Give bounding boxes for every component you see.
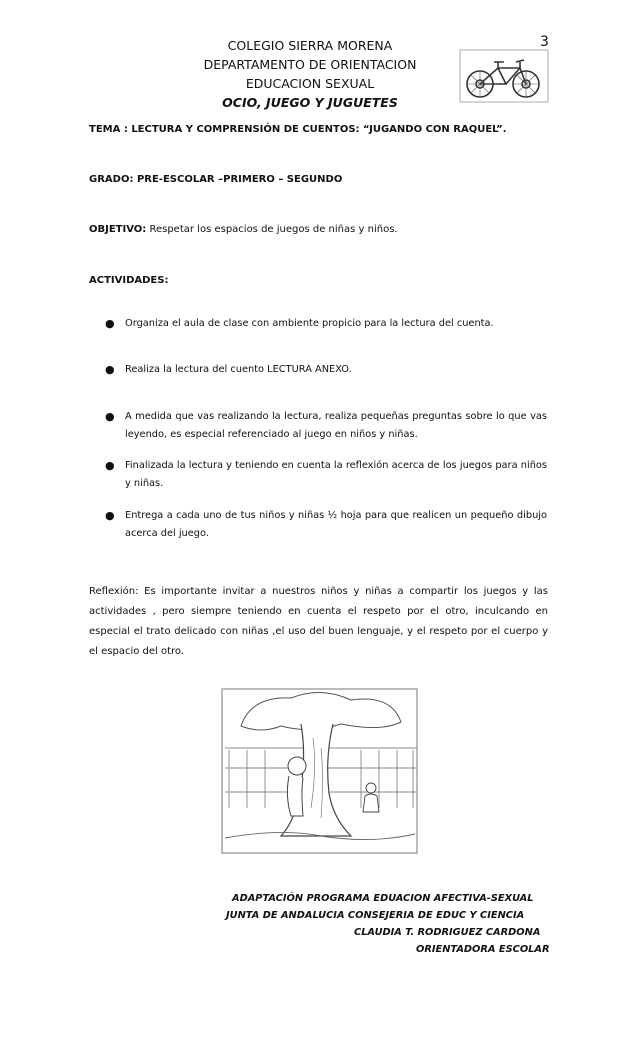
- page-number: 3: [540, 34, 549, 50]
- tree-child-drawing: [221, 688, 418, 854]
- bullet-icon: ●: [105, 363, 115, 376]
- document-header: [188, 36, 432, 112]
- reflexion-paragraph: Reflexión: Es importante invitar a nuestros niños y niñas a compartir los juegos y las actividades , pero siempre teniendo en cuenta el respeto por el otro, inculcando en especial el trato delicado con niñas ,el uso del buen lenguaje, y el respeto por el cuerpo y el espacio del otro.: [89, 586, 548, 657]
- list-item: ● A medida que vas realizando la lectura, realiza pequeñas preguntas sobre lo que vas leyendo, es especial referenciado al juego en niños y niñas.: [105, 410, 547, 440]
- objetivo-label: OBJETIVO:: [89, 224, 147, 235]
- document-title: OCIO, JUEGO Y JUGUETES: [222, 95, 398, 110]
- list-item: ● Entrega a cada uno de tus niños y niñas ½ hoja para que realicen un pequeño dibujo acerca del juego.: [105, 509, 547, 539]
- tema-value: LECTURA Y COMPRENSIÓN DE CUENTOS: “JUGANDO CON RAQUEL”.: [131, 124, 507, 135]
- grado-label: GRADO:: [89, 174, 134, 185]
- objetivo-value: Respetar los espacios de juegos de niñas y niños.: [149, 224, 398, 235]
- bullet-icon: ●: [105, 509, 115, 522]
- footer-author: CLAUDIA T. RODRIGUEZ CARDONA: [354, 927, 541, 938]
- bicycle-icon: [458, 48, 550, 104]
- bullet-icon: ●: [105, 459, 115, 472]
- tema-line: [89, 124, 507, 135]
- tema-label: TEMA :: [89, 124, 128, 135]
- school-name: COLEGIO SIERRA MORENA: [227, 38, 393, 53]
- document-footer: [226, 890, 550, 958]
- grado-line: [89, 174, 342, 185]
- grado-value: PRE-ESCOLAR –PRIMERO – SEGUNDO: [136, 174, 343, 185]
- department-name: DEPARTAMENTO DE ORIENTACION: [203, 57, 417, 72]
- bullet-icon: ●: [105, 410, 115, 423]
- list-item: ● Organiza el aula de clase con ambiente propicio para la lectura del cuenta.: [105, 315, 547, 333]
- footer-role: ORIENTADORA ESCOLAR: [416, 944, 550, 955]
- program-name: EDUCACION SEXUAL: [245, 76, 375, 91]
- bullet-icon: ●: [105, 317, 115, 330]
- actividades-heading: ACTIVIDADES:: [89, 275, 169, 286]
- list-item: ● Realiza la lectura del cuento LECTURA ANEXO.: [105, 361, 547, 379]
- footer-program: ADAPTACIÓN PROGRAMA EDUACION AFECTIVA-SEXUAL: [232, 893, 534, 904]
- objetivo-line: [89, 224, 398, 235]
- footer-institution: JUNTA DE ANDALUCIA CONSEJERIA DE EDUC Y CIENCIA: [226, 910, 525, 921]
- list-item: ● Finalizada la lectura y teniendo en cuenta la reflexión acerca de los juegos para niños y niñas.: [105, 459, 547, 489]
